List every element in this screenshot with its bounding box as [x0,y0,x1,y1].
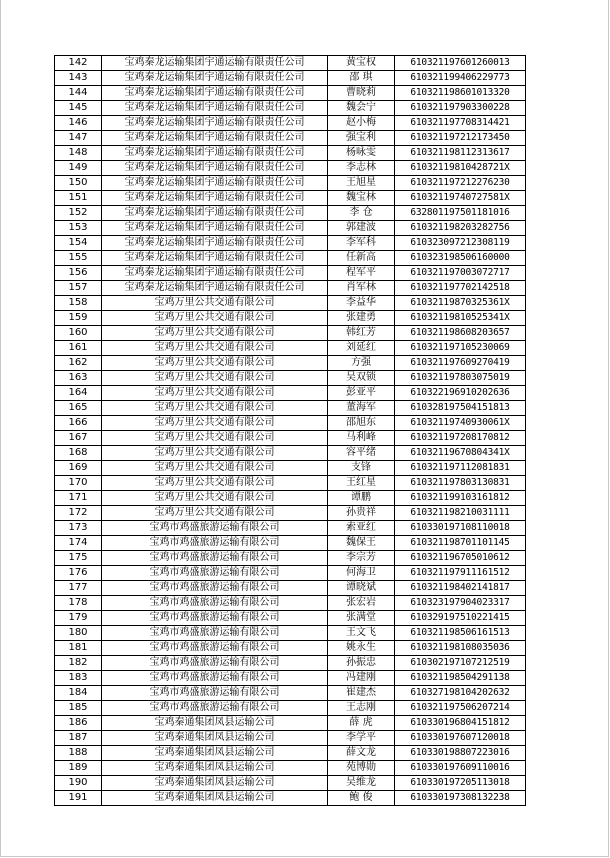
table-row [55,656,526,671]
row-number-cell: 176 [55,566,102,581]
name-cell: 方强 [328,356,395,371]
id-number-cell: 610321197609270419 [395,356,526,371]
name-cell: 彭亚平 [328,386,395,401]
row-number-cell: 178 [55,596,102,611]
table-row [55,401,526,416]
company-cell: 宝鸡万里公共交通有限公司 [102,371,328,386]
id-number-cell: 610321197208170812 [395,431,526,446]
name-cell: 魏宝林 [328,191,395,206]
id-number-cell: 610321198402141817 [395,581,526,596]
table-row [55,611,526,626]
company-cell: 宝鸡秦龙运输集团宇通运输有限责任公司 [102,281,328,296]
name-cell: 韩红芳 [328,326,395,341]
row-number-cell: 173 [55,521,102,536]
id-number-cell: 610321198203282756 [395,221,526,236]
table-row [55,761,526,776]
company-cell: 宝鸡秦龙运输集团宇通运输有限责任公司 [102,116,328,131]
row-number-cell: 166 [55,416,102,431]
table-row [55,566,526,581]
name-cell: 杨咏雯 [328,146,395,161]
name-cell: 曹晓莉 [328,86,395,101]
row-number-cell: 143 [55,71,102,86]
table-row [55,626,526,641]
company-cell: 宝鸡秦龙运输集团宇通运输有限责任公司 [102,71,328,86]
name-cell: 肖军林 [328,281,395,296]
company-cell: 宝鸡市鸡盛旅游运输有限公司 [102,536,328,551]
row-number-cell: 148 [55,146,102,161]
company-cell: 宝鸡万里公共交通有限公司 [102,386,328,401]
row-number-cell: 189 [55,761,102,776]
table-row [55,581,526,596]
name-cell: 姚永生 [328,641,395,656]
company-cell: 宝鸡秦龙运输集团宇通运输有限责任公司 [102,101,328,116]
row-number-cell: 184 [55,686,102,701]
name-cell: 李 仓 [328,206,395,221]
row-number-cell: 190 [55,776,102,791]
id-number-cell: 61032119810525341X [395,311,526,326]
id-number-cell: 610328197504151813 [395,401,526,416]
name-cell: 邵 琪 [328,71,395,86]
row-number-cell: 183 [55,671,102,686]
company-cell: 宝鸡秦龙运输集团宇通运输有限责任公司 [102,266,328,281]
name-cell: 李宗芳 [328,551,395,566]
row-number-cell: 172 [55,506,102,521]
id-number-cell: 610321197803130831 [395,476,526,491]
table-row [55,221,526,236]
table-row [55,521,526,536]
table-row [55,356,526,371]
company-cell: 宝鸡市鸡盛旅游运输有限公司 [102,566,328,581]
company-cell: 宝鸡市鸡盛旅游运输有限公司 [102,551,328,566]
row-number-cell: 167 [55,431,102,446]
company-cell: 宝鸡万里公共交通有限公司 [102,311,328,326]
row-number-cell: 158 [55,296,102,311]
row-number-cell: 191 [55,791,102,806]
id-number-cell: 610302197107212519 [395,656,526,671]
company-cell: 宝鸡市鸡盛旅游运输有限公司 [102,641,328,656]
row-number-cell: 142 [55,56,102,71]
table-row [55,116,526,131]
table-row [55,101,526,116]
company-cell: 宝鸡市鸡盛旅游运输有限公司 [102,581,328,596]
company-cell: 宝鸡万里公共交通有限公司 [102,491,328,506]
row-number-cell: 162 [55,356,102,371]
id-number-cell: 610330197308132238 [395,791,526,806]
company-cell: 宝鸡万里公共交通有限公司 [102,296,328,311]
name-cell: 谭鹏 [328,491,395,506]
table-row [55,686,526,701]
company-cell: 宝鸡市鸡盛旅游运输有限公司 [102,671,328,686]
table-row [55,86,526,101]
table-row [55,746,526,761]
name-cell: 董海军 [328,401,395,416]
id-number-cell: 61032119740727581X [395,191,526,206]
name-cell: 孙贵祥 [328,506,395,521]
table-row [55,206,526,221]
id-number-cell: 610321198601013320 [395,86,526,101]
table-row [55,731,526,746]
id-number-cell: 610321198108035036 [395,641,526,656]
name-cell: 王旭星 [328,176,395,191]
table-row [55,161,526,176]
row-number-cell: 187 [55,731,102,746]
company-cell: 宝鸡万里公共交通有限公司 [102,446,328,461]
row-number-cell: 174 [55,536,102,551]
row-number-cell: 169 [55,461,102,476]
name-cell: 强宝利 [328,131,395,146]
company-cell: 宝鸡市鸡盛旅游运输有限公司 [102,656,328,671]
id-number-cell: 610323097212308119 [395,236,526,251]
name-cell: 崔建杰 [328,686,395,701]
id-number-cell: 610321198506161513 [395,626,526,641]
table-row [55,296,526,311]
table-row [55,491,526,506]
table-row [55,506,526,521]
table-row [55,266,526,281]
row-number-cell: 170 [55,476,102,491]
company-cell: 宝鸡市鸡盛旅游运输有限公司 [102,596,328,611]
table-row [55,536,526,551]
name-cell: 李学平 [328,731,395,746]
id-number-cell: 61032119810428721X [395,161,526,176]
table-row [55,251,526,266]
name-cell: 程军平 [328,266,395,281]
id-number-cell: 610321197212276230 [395,176,526,191]
table-row [55,71,526,86]
company-cell: 宝鸡市鸡盛旅游运输有限公司 [102,701,328,716]
id-number-cell: 610321197003072717 [395,266,526,281]
name-cell: 张宏岩 [328,596,395,611]
table-row [55,701,526,716]
company-cell: 宝鸡秦龙运输集团宇通运输有限责任公司 [102,161,328,176]
id-number-cell: 610330197205113018 [395,776,526,791]
company-cell: 宝鸡秦龙运输集团宇通运输有限责任公司 [102,131,328,146]
roster-table [54,55,526,806]
table-row [55,326,526,341]
row-number-cell: 177 [55,581,102,596]
id-number-cell: 610321198608203657 [395,326,526,341]
name-cell: 吴双锁 [328,371,395,386]
company-cell: 宝鸡秦通集团凤县运输公司 [102,731,328,746]
table-row [55,596,526,611]
table-row [55,551,526,566]
row-number-cell: 165 [55,401,102,416]
row-number-cell: 150 [55,176,102,191]
company-cell: 宝鸡秦龙运输集团宇通运输有限责任公司 [102,206,328,221]
company-cell: 宝鸡秦龙运输集团宇通运输有限责任公司 [102,251,328,266]
id-number-cell: 610321197803075019 [395,371,526,386]
company-cell: 宝鸡秦通集团凤县运输公司 [102,716,328,731]
row-number-cell: 149 [55,161,102,176]
table-row [55,776,526,791]
company-cell: 宝鸡秦龙运输集团宇通运输有限责任公司 [102,176,328,191]
row-number-cell: 175 [55,551,102,566]
name-cell: 孙振忠 [328,656,395,671]
company-cell: 宝鸡秦龙运输集团宇通运输有限责任公司 [102,86,328,101]
name-cell: 吴维龙 [328,776,395,791]
row-number-cell: 159 [55,311,102,326]
row-number-cell: 164 [55,386,102,401]
company-cell: 宝鸡市鸡盛旅游运输有限公司 [102,521,328,536]
row-number-cell: 168 [55,446,102,461]
row-number-cell: 180 [55,626,102,641]
company-cell: 宝鸡市鸡盛旅游运输有限公司 [102,626,328,641]
table-row [55,131,526,146]
table-row [55,176,526,191]
id-number-cell: 610327198104202632 [395,686,526,701]
id-number-cell: 610330197609110016 [395,761,526,776]
company-cell: 宝鸡秦通集团凤县运输公司 [102,746,328,761]
id-number-cell: 610321197708314421 [395,116,526,131]
table-row [55,641,526,656]
name-cell: 马利峰 [328,431,395,446]
company-cell: 宝鸡秦龙运输集团宇通运输有限责任公司 [102,146,328,161]
table-row [55,476,526,491]
table-row [55,791,526,806]
company-cell: 宝鸡秦龙运输集团宇通运输有限责任公司 [102,191,328,206]
table-row [55,461,526,476]
id-number-cell: 610321197911161512 [395,566,526,581]
row-number-cell: 188 [55,746,102,761]
name-cell: 李志林 [328,161,395,176]
company-cell: 宝鸡秦龙运输集团宇通运输有限责任公司 [102,236,328,251]
name-cell: 薛文龙 [328,746,395,761]
row-number-cell: 182 [55,656,102,671]
id-number-cell: 610323198506160000 [395,251,526,266]
name-cell: 刘延红 [328,341,395,356]
company-cell: 宝鸡市鸡盛旅游运输有限公司 [102,686,328,701]
row-number-cell: 161 [55,341,102,356]
name-cell: 支锋 [328,461,395,476]
table-row [55,371,526,386]
table-row [55,146,526,161]
id-number-cell: 610321197212173450 [395,131,526,146]
id-number-cell: 632801197501181016 [395,206,526,221]
name-cell: 张建勇 [328,311,395,326]
name-cell: 王文飞 [328,626,395,641]
id-number-cell: 610323197904023317 [395,596,526,611]
company-cell: 宝鸡万里公共交通有限公司 [102,431,328,446]
id-number-cell: 610329197510221415 [395,611,526,626]
name-cell: 赵小梅 [328,116,395,131]
company-cell: 宝鸡万里公共交通有限公司 [102,461,328,476]
id-number-cell: 610321198112313617 [395,146,526,161]
id-number-cell: 610330197607120018 [395,731,526,746]
name-cell: 黄宝权 [328,56,395,71]
company-cell: 宝鸡万里公共交通有限公司 [102,476,328,491]
row-number-cell: 181 [55,641,102,656]
company-cell: 宝鸡秦龙运输集团宇通运输有限责任公司 [102,221,328,236]
id-number-cell: 610330196804151812 [395,716,526,731]
row-number-cell: 186 [55,716,102,731]
row-number-cell: 151 [55,191,102,206]
row-number-cell: 145 [55,101,102,116]
table-row [55,446,526,461]
company-cell: 宝鸡万里公共交通有限公司 [102,401,328,416]
id-number-cell: 610321198210031111 [395,506,526,521]
id-number-cell: 610322196910202636 [395,386,526,401]
name-cell: 苑博勋 [328,761,395,776]
table-row [55,191,526,206]
company-cell: 宝鸡秦通集团凤县运输公司 [102,776,328,791]
id-number-cell: 61032119870325361X [395,296,526,311]
name-cell: 鲍 俊 [328,791,395,806]
id-number-cell: 610330197108110018 [395,521,526,536]
table-row [55,386,526,401]
name-cell: 何海卫 [328,566,395,581]
row-number-cell: 185 [55,701,102,716]
company-cell: 宝鸡万里公共交通有限公司 [102,356,328,371]
id-number-cell: 610330198807223016 [395,746,526,761]
table-row [55,56,526,71]
id-number-cell: 610321199103161812 [395,491,526,506]
name-cell: 谭晓斌 [328,581,395,596]
company-cell: 宝鸡市鸡盛旅游运输有限公司 [102,611,328,626]
row-number-cell: 179 [55,611,102,626]
id-number-cell: 610321198504291138 [395,671,526,686]
id-number-cell: 610321196705010612 [395,551,526,566]
row-number-cell: 152 [55,206,102,221]
id-number-cell: 610321197112081831 [395,461,526,476]
row-number-cell: 171 [55,491,102,506]
row-number-cell: 163 [55,371,102,386]
name-cell: 李军科 [328,236,395,251]
id-number-cell: 610321197903300228 [395,101,526,116]
id-number-cell: 610321199406229773 [395,71,526,86]
name-cell: 郭建波 [328,221,395,236]
name-cell: 薛 虎 [328,716,395,731]
id-number-cell: 610321197506207214 [395,701,526,716]
row-number-cell: 154 [55,236,102,251]
id-number-cell: 610321197601260013 [395,56,526,71]
name-cell: 冯建刚 [328,671,395,686]
name-cell: 张满堂 [328,611,395,626]
name-cell: 王志刚 [328,701,395,716]
company-cell: 宝鸡万里公共交通有限公司 [102,506,328,521]
id-number-cell: 61032119740930061X [395,416,526,431]
name-cell: 邵旭东 [328,416,395,431]
table-row [55,236,526,251]
table-row [55,716,526,731]
company-cell: 宝鸡万里公共交通有限公司 [102,341,328,356]
name-cell: 李益华 [328,296,395,311]
table-row [55,341,526,356]
company-cell: 宝鸡秦龙运输集团宇通运输有限责任公司 [102,56,328,71]
row-number-cell: 153 [55,221,102,236]
id-number-cell: 610321198701101145 [395,536,526,551]
row-number-cell: 156 [55,266,102,281]
name-cell: 王红星 [328,476,395,491]
company-cell: 宝鸡万里公共交通有限公司 [102,416,328,431]
name-cell: 索亚红 [328,521,395,536]
roster-table-body [55,56,526,806]
company-cell: 宝鸡秦通集团凤县运输公司 [102,791,328,806]
company-cell: 宝鸡秦通集团凤县运输公司 [102,761,328,776]
id-number-cell: 61032119670804341X [395,446,526,461]
id-number-cell: 610321197105230069 [395,341,526,356]
table-row [55,431,526,446]
row-number-cell: 144 [55,86,102,101]
name-cell: 魏会宁 [328,101,395,116]
table-row [55,311,526,326]
row-number-cell: 160 [55,326,102,341]
row-number-cell: 147 [55,131,102,146]
table-row [55,281,526,296]
table-row [55,416,526,431]
company-cell: 宝鸡万里公共交通有限公司 [102,326,328,341]
name-cell: 容平绪 [328,446,395,461]
name-cell: 魏保王 [328,536,395,551]
row-number-cell: 157 [55,281,102,296]
table-row [55,671,526,686]
id-number-cell: 610321197702142518 [395,281,526,296]
row-number-cell: 155 [55,251,102,266]
name-cell: 任新高 [328,251,395,266]
row-number-cell: 146 [55,116,102,131]
